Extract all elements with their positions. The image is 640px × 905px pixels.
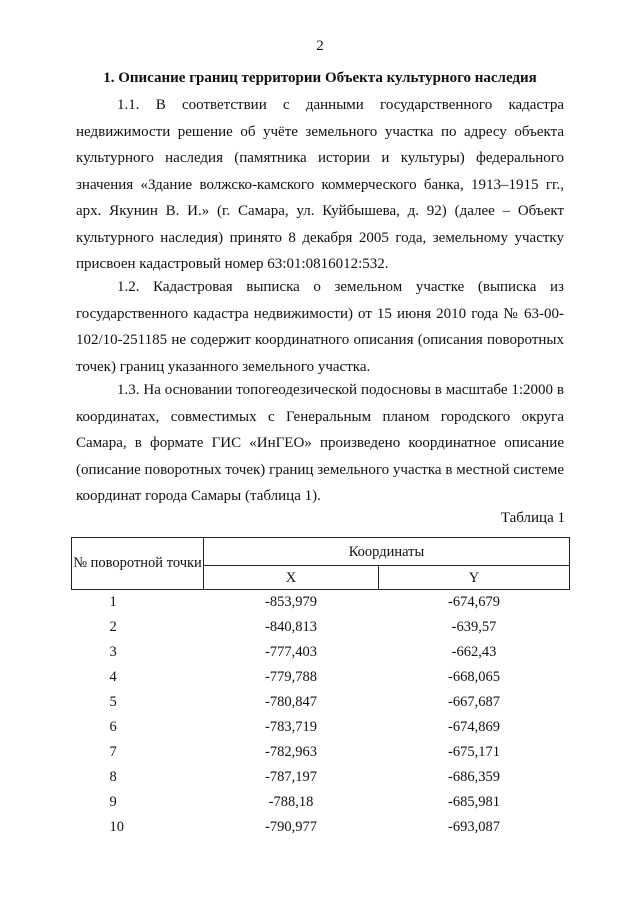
table-row bbox=[72, 590, 570, 616]
header-x: X bbox=[204, 566, 379, 590]
y-coordinate-cell: -674,869 bbox=[448, 719, 500, 735]
x-coordinate-cell: -777,403 bbox=[265, 644, 317, 660]
table-row bbox=[72, 715, 570, 740]
y-coordinate-cell: -693,087 bbox=[448, 819, 500, 835]
table-row bbox=[72, 615, 570, 640]
table-row bbox=[72, 690, 570, 715]
table-body bbox=[72, 590, 570, 841]
point-number-cell: 2 bbox=[109, 619, 117, 635]
y-coordinate-cell: -668,065 bbox=[448, 669, 500, 685]
table-row bbox=[72, 815, 570, 840]
y-coordinate-cell: -639,57 bbox=[451, 619, 497, 635]
y-coordinate-cell: -686,359 bbox=[448, 769, 500, 785]
header-y: Y bbox=[379, 566, 570, 590]
x-coordinate-cell: -787,197 bbox=[265, 769, 317, 785]
x-coordinate-cell: -790,977 bbox=[265, 819, 317, 835]
point-number-cell: 4 bbox=[109, 669, 117, 685]
paragraph-1-1: 1.1. В соответствии с данными государственного кадастра недвижимости решение об учёте земельного участка по адресу объекта культурного наследия (памятника истории и культуры) федерального значения «Здание волжско-камского коммерческого банка, 1913–1915 гг., арх. Якунин В. И.» (г. Самара, ул. Куйбышева, д. 92) (далее – Объект культурного наследия) принято 8 декабря 2005 года, земельному участку присвоен кадастровый номер 63:01:0816012:532. bbox=[76, 97, 564, 272]
point-number-cell: 5 bbox=[109, 694, 117, 710]
paragraph-1-3: 1.3. На основании топогеодезической подосновы в масштабе 1:2000 в координатах, совместимых с Генеральным планом городского округа Самара, в формате ГИС «ИнГЕО» произведено координатное описание (описание поворотных точек) границ земельного участка в местной системе координат города Самары (таблица 1). bbox=[76, 382, 564, 504]
paragraph-1-2: 1.2. Кадастровая выписка о земельном участке (выписка из государственного кадастра недвижимости) от 15 июня 2010 года № 63-00-102/10-251185 не содержит координатного описания (описания поворотных точек) границ указанного земельного участка. bbox=[76, 279, 564, 375]
point-number-cell: 6 bbox=[109, 719, 117, 735]
y-coordinate-cell: -667,687 bbox=[448, 694, 500, 710]
y-coordinate-cell: -685,981 bbox=[448, 794, 500, 810]
x-coordinate-cell: -788,18 bbox=[268, 794, 314, 810]
header-point-number: № поворотной точки bbox=[72, 538, 204, 590]
x-coordinate-cell: -782,963 bbox=[265, 744, 317, 760]
x-coordinate-cell: -783,719 bbox=[265, 719, 317, 735]
table-row bbox=[72, 640, 570, 665]
point-number-cell: 3 bbox=[109, 644, 117, 660]
table-header bbox=[72, 538, 570, 590]
y-coordinate-cell: -675,171 bbox=[448, 744, 500, 760]
point-number-cell: 9 bbox=[109, 794, 117, 810]
header-coordinates: Координаты bbox=[204, 538, 570, 566]
y-coordinate-cell: -674,679 bbox=[448, 594, 500, 610]
table-row bbox=[72, 665, 570, 690]
x-coordinate-cell: -780,847 bbox=[265, 694, 317, 710]
coordinates-table bbox=[71, 537, 570, 840]
x-coordinate-cell: -779,788 bbox=[265, 669, 317, 685]
point-number-cell: 7 bbox=[109, 744, 117, 760]
table-row bbox=[72, 790, 570, 815]
point-number-cell: 10 bbox=[109, 819, 124, 835]
y-coordinate-cell: -662,43 bbox=[451, 644, 497, 660]
point-number-cell: 1 bbox=[109, 594, 117, 610]
page-number: 2 bbox=[316, 38, 324, 54]
point-number-cell: 8 bbox=[109, 769, 117, 785]
x-coordinate-cell: -853,979 bbox=[265, 594, 317, 610]
table-row bbox=[72, 765, 570, 790]
section-title: 1. Описание границ территории Объекта культурного наследия bbox=[103, 70, 537, 86]
x-coordinate-cell: -840,813 bbox=[265, 619, 317, 635]
table-caption: Таблица 1 bbox=[500, 510, 565, 526]
table-row bbox=[72, 740, 570, 765]
